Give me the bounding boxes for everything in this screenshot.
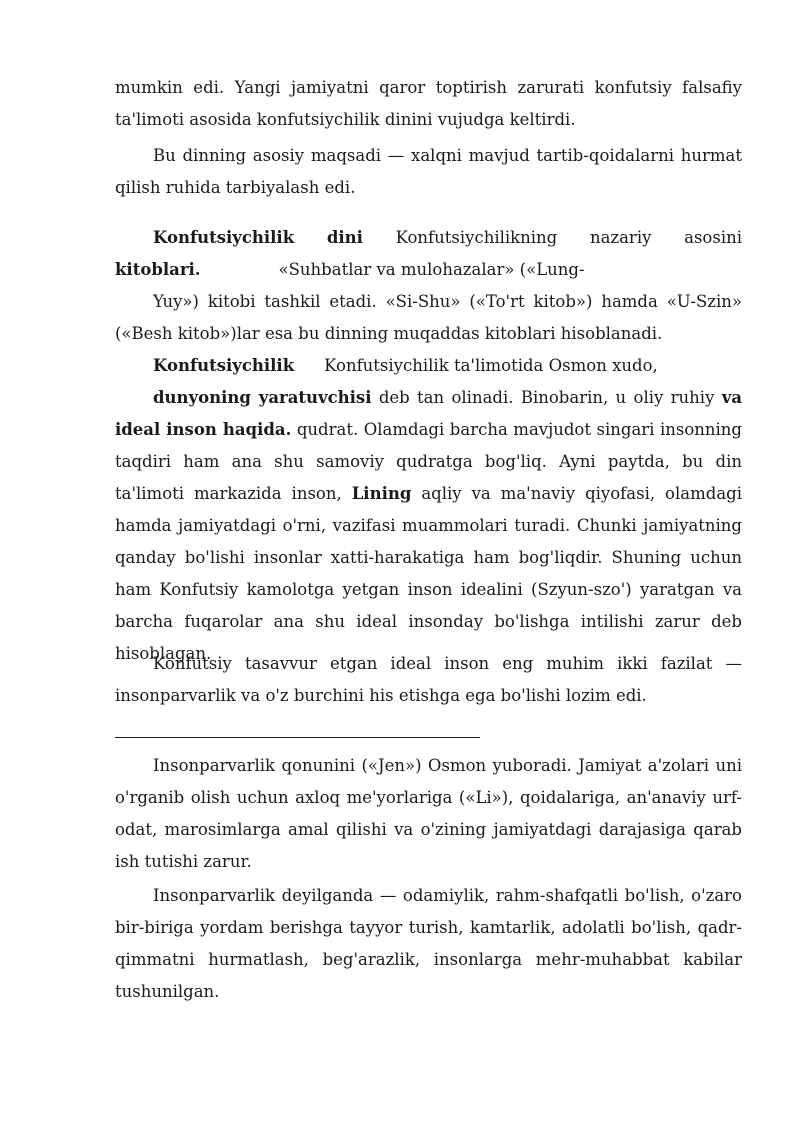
paragraph-7: Insonparvarlik deyilganda — odamiylik, rahm-shafqatli bo'lish, o'zaro bir-biriga yordam berishga tayyor turish, kamtarlik, adolatli bo'lish, qadr-qimmatni hurmatlash, beg'arazlik, insonlarga mehr-muhabbat kabilar tushunilgan. <box>115 886 742 1001</box>
paragraph-6: Insonparvarlik qonunini («Jen») Osmon yuboradi. Jamiyat a'zolari uni o'rganib olish uchun axloq me'yorlariga («Li»), qoidalariga, an'anaviy urf-odat, marosimlarga amal qilishi va o'zining jamiyatdagi darajasiga qarab ish tutishi zarur. <box>115 756 742 871</box>
heading-word: Konfutsiychilik <box>153 228 295 247</box>
text-span: qudrat. Olamdagi barcha mavjudot singari insonning taqdiri ham ana shu samoviy qudratga bog'liq. Ayni paytda, bu din ta'limoti markazida inson, <box>115 420 742 503</box>
heading-word: asosini <box>684 228 742 247</box>
paragraph-3: Yuy») kitobi tashkil etadi. «Si-Shu» («To'rt kitob») hamda «U-Szin» («Besh kitob»)lar esa bu dinning muqaddas kitoblari hisoblanadi. <box>115 292 742 343</box>
text-span: deb tan olinadi. Binobarin, u oliy ruhiy <box>371 388 722 407</box>
heading-bold: Konfutsiychilik <box>153 356 295 375</box>
heading-text: «Suhbatlar va mulohazalar» («Lung- <box>278 260 585 279</box>
heading-word: nazariy <box>589 228 652 247</box>
text-span: aqliy va ma'naviy qiyofasi, olamdagi hamda jamiyatdagi o'rni, vazifasi muammolari turadi. Chunki jamiyatning qanday bo'lishi insonlar xatti-harakatiga ham bog'liqdir. Shuning uchun ham Konfutsiy kamolotga yetgan inson idealini (Szyun-szo') yaratgan va barcha fuqarolar ana shu ideal insonday bo'lishga intilishi zarur deb hisoblagan. <box>115 484 742 663</box>
underline-rule <box>115 737 480 738</box>
bold-span: dunyoning yaratuvchisi <box>153 388 372 407</box>
paragraph-2: Bu dinning asosiy maqsadi — xalqni mavjud tartib-qoidalarni hurmat qilish ruhida tarbiyalash edi. <box>115 146 742 197</box>
heading-text: Konfutsiychilik ta'limotida Osmon xudo, <box>324 356 658 375</box>
heading-line-2 <box>115 254 742 286</box>
bold-span: va ideal inson haqida. <box>115 388 743 439</box>
bold-span: Lining <box>351 484 412 503</box>
heading-konfutsiychilik <box>153 350 742 382</box>
paragraph-4 <box>115 382 742 670</box>
paragraph-1: mumkin edi. Yangi jamiyatni qaror toptirish zarurati konfutsiy falsafiy ta'limoti asosida konfutsiychilik dinini vujudga keltirdi. <box>115 78 742 129</box>
heading-konfutsiychilik-dini <box>153 222 742 254</box>
heading-word: Konfutsiychilikning <box>395 228 558 247</box>
paragraph-5: Konfutsiy tasavvur etgan ideal inson eng muhim ikki fazilat — insonparvarlik va o'z burchini his etishga ega bo'lishi lozim edi. <box>115 654 742 705</box>
heading-word: dini <box>326 228 363 247</box>
heading-bold-kitoblari: kitoblari. <box>115 260 201 279</box>
